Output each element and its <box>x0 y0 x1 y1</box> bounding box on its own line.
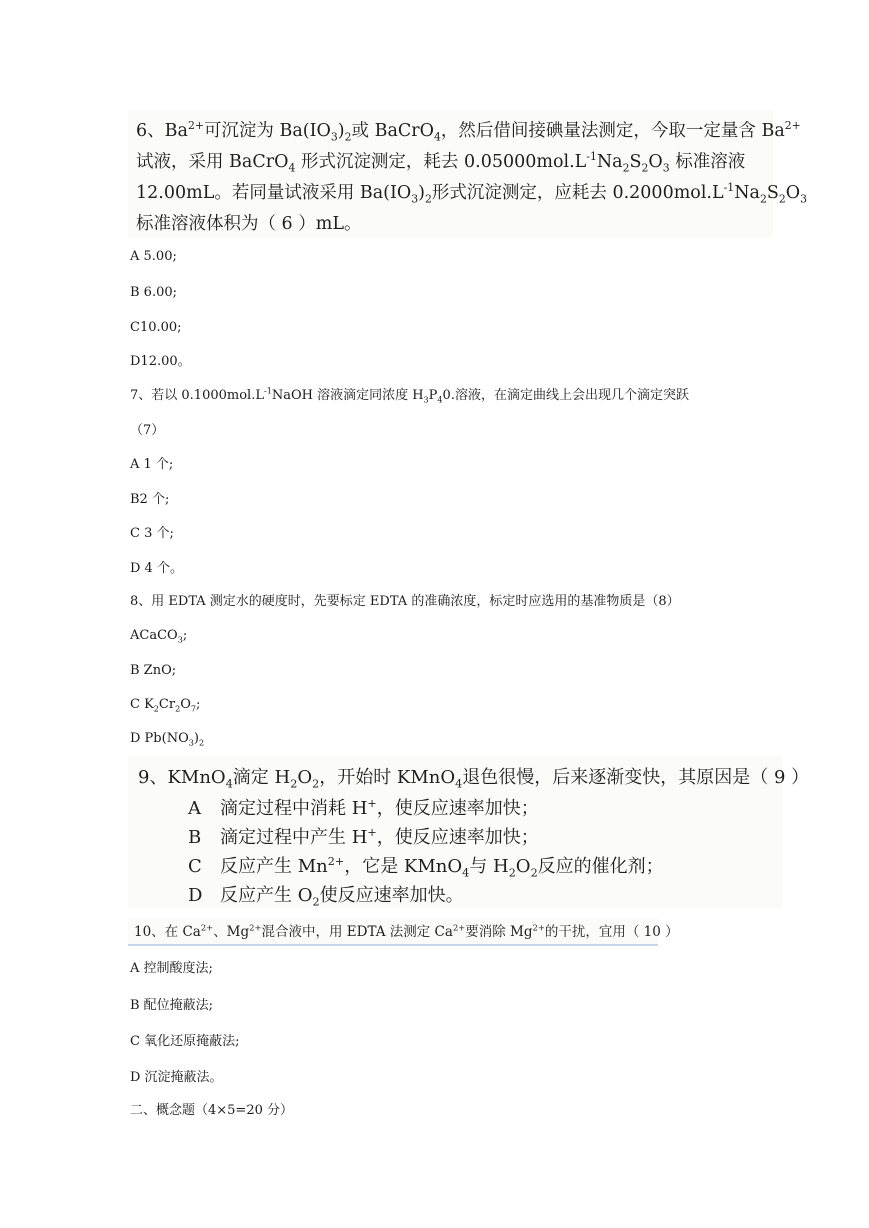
text: 反应产生 O <box>220 885 313 906</box>
subscript: 3 <box>411 192 419 206</box>
text: O <box>648 152 663 172</box>
text: 或 BaCrO <box>351 121 434 141</box>
subscript: 3 <box>662 161 670 175</box>
option-letter: C <box>188 856 202 877</box>
text: 要消除 Mg <box>465 924 533 940</box>
question-7-option-c: C 3 个; <box>130 526 174 541</box>
text: Na <box>734 183 760 203</box>
question-9-option-a <box>138 794 777 823</box>
text: ) <box>418 183 425 203</box>
question-9-option-c <box>138 852 777 881</box>
text: 形式沉淀测定，应耗去 0.2000mol.L <box>431 183 724 203</box>
text: O <box>785 183 801 203</box>
question-6-option-a: A 5.00; <box>130 249 177 264</box>
superscript: -1 <box>723 181 735 195</box>
subscript: 2 <box>530 866 538 880</box>
superscript: 2+ <box>784 119 801 133</box>
text: Na <box>596 152 623 172</box>
text: ) <box>337 121 345 141</box>
text: ，然后借间接碘量法测定，今取一定量含 Ba <box>440 121 785 141</box>
text: 10、在 Ca <box>134 924 201 940</box>
question-7-option-d: D 4 个。 <box>130 561 183 576</box>
subscript: 2 <box>508 866 516 880</box>
subscript: 2 <box>312 895 320 909</box>
subscript: 3 <box>330 130 338 144</box>
superscript: + <box>367 797 377 810</box>
text: ) <box>193 731 199 746</box>
subscript: 3 <box>423 395 429 405</box>
option-letter: D <box>188 885 203 906</box>
text: S <box>766 183 779 203</box>
subscript: 4 <box>462 866 470 880</box>
superscript: 2+ <box>452 922 466 933</box>
text: 可沉淀为 Ba(IO <box>203 121 331 141</box>
subscript: 2 <box>290 777 298 791</box>
text: 9、KMnO <box>138 767 226 788</box>
text: ，使反应速率加快； <box>376 827 539 848</box>
text: P <box>428 388 438 403</box>
text: 标准溶液 <box>669 152 746 172</box>
text: 6、Ba <box>136 121 188 141</box>
question-10-option-d: D 沉淀掩蔽法。 <box>130 1070 223 1085</box>
subscript: 2 <box>312 777 320 791</box>
text: ，使反应速率加快； <box>376 798 539 819</box>
text: C K <box>130 697 154 712</box>
subscript: 4 <box>455 777 463 791</box>
question-6-line-1 <box>136 116 801 147</box>
question-10-scan <box>128 918 679 946</box>
text: ; <box>196 697 201 712</box>
subscript: 3 <box>188 738 194 748</box>
text: 反应的催化剂； <box>537 856 664 877</box>
text: 反应产生 Mn <box>220 856 328 877</box>
text: 使反应速率加快。 <box>319 885 464 906</box>
subscript: 2 <box>344 130 352 144</box>
text: 滴定过程中消耗 H <box>220 798 368 819</box>
question-8-option-d <box>130 730 204 748</box>
text: ，开始时 KMnO <box>319 767 456 788</box>
text: 、Mg <box>213 924 250 940</box>
subscript: 4 <box>288 161 296 175</box>
subscript: 2 <box>641 161 649 175</box>
section-2-title: 二、概念题（4×5=20 分） <box>130 1103 294 1118</box>
question-7-option-b: B2 个; <box>130 492 170 507</box>
question-10-option-c: C 氧化还原掩蔽法; <box>130 1034 240 1049</box>
question-6-line-3 <box>136 178 808 209</box>
superscript: 2+ <box>532 922 545 933</box>
text: 滴定过程中产生 H <box>220 827 368 848</box>
question-9-option-d <box>138 881 777 910</box>
text: O <box>515 856 531 877</box>
subscript: 7 <box>190 704 197 714</box>
question-8-option-c <box>130 696 200 714</box>
question-7-option-a: A 1 个; <box>130 457 174 472</box>
subscript: 2 <box>425 192 432 206</box>
superscript: 2+ <box>187 119 204 133</box>
text: 滴定 H <box>232 767 291 788</box>
text: 试液，采用 BaCrO <box>136 152 289 172</box>
question-6-option-d: D12.00。 <box>130 354 191 369</box>
text: 形式沉淀测定，耗去 0.05000mol.L <box>295 152 587 172</box>
text: 的干扰，宜用（ 10 ） <box>544 924 679 940</box>
superscript: -1 <box>586 150 597 164</box>
subscript: 4 <box>225 777 233 791</box>
option-letter: A <box>188 798 201 819</box>
question-6-option-c: C10.00; <box>130 320 182 335</box>
question-8-option-a <box>130 627 187 645</box>
question-7-answer: （7） <box>130 423 165 438</box>
text: ACaCO <box>130 628 178 643</box>
text: ; <box>182 628 188 643</box>
subscript: 3 <box>800 192 808 206</box>
text: 与 H <box>469 856 509 877</box>
superscript: -1 <box>263 386 272 396</box>
text: 退色很慢，后来逐渐变快，其原因是（ 9 ） <box>462 767 810 788</box>
subscript: 4 <box>437 395 443 405</box>
question-7-text <box>130 387 689 405</box>
question-9-scan <box>128 756 810 909</box>
subscript: 2 <box>198 738 205 748</box>
question-8-text: 8、用 EDTA 测定水的硬度时，先要标定 EDTA 的准确浓度，标定时应选用的基准物质是（8） <box>130 594 680 609</box>
subscript: 4 <box>434 130 441 144</box>
text: 12.00mL。若同量试液采用 Ba(IO <box>136 183 412 203</box>
subscript: 2 <box>153 704 159 714</box>
text: D Pb(NO <box>130 731 189 746</box>
question-6-option-b: B 6.00; <box>130 285 178 300</box>
superscript: 2+ <box>200 922 214 933</box>
subscript: 3 <box>177 635 183 645</box>
text: O <box>180 697 191 712</box>
superscript: + <box>367 826 377 839</box>
question-6-line-4: 标准溶液体积为（ 6 ）mL。 <box>136 214 362 234</box>
question-8-option-b: B ZnO; <box>130 663 177 678</box>
question-6-scan <box>128 110 808 238</box>
text: NaOH 溶液滴定同浓度 H <box>271 388 424 403</box>
question-10-option-a: A 控制酸度法; <box>130 961 213 976</box>
text: O <box>297 767 313 788</box>
text: 7、若以 0.1000mol.L <box>130 388 264 403</box>
question-10-option-b: B 配位掩蔽法; <box>130 998 214 1013</box>
subscript: 2 <box>778 192 786 206</box>
subscript: 2 <box>622 161 630 175</box>
text: 混合液中，用 EDTA 法测定 Ca <box>261 924 453 940</box>
superscript: 2+ <box>327 855 345 868</box>
superscript: 2+ <box>249 922 262 933</box>
question-6-line-2 <box>136 147 767 178</box>
text: Cr <box>158 697 176 712</box>
question-9-text <box>138 762 810 794</box>
option-letter: B <box>188 827 202 848</box>
text: ，它是 KMnO <box>344 856 463 877</box>
subscript: 2 <box>175 704 181 714</box>
question-9-option-b <box>138 823 777 852</box>
text: S <box>629 152 642 172</box>
subscript: 2 <box>759 192 767 206</box>
text: 0.溶液，在滴定曲线上会出现几个滴定突跃 <box>442 388 689 403</box>
